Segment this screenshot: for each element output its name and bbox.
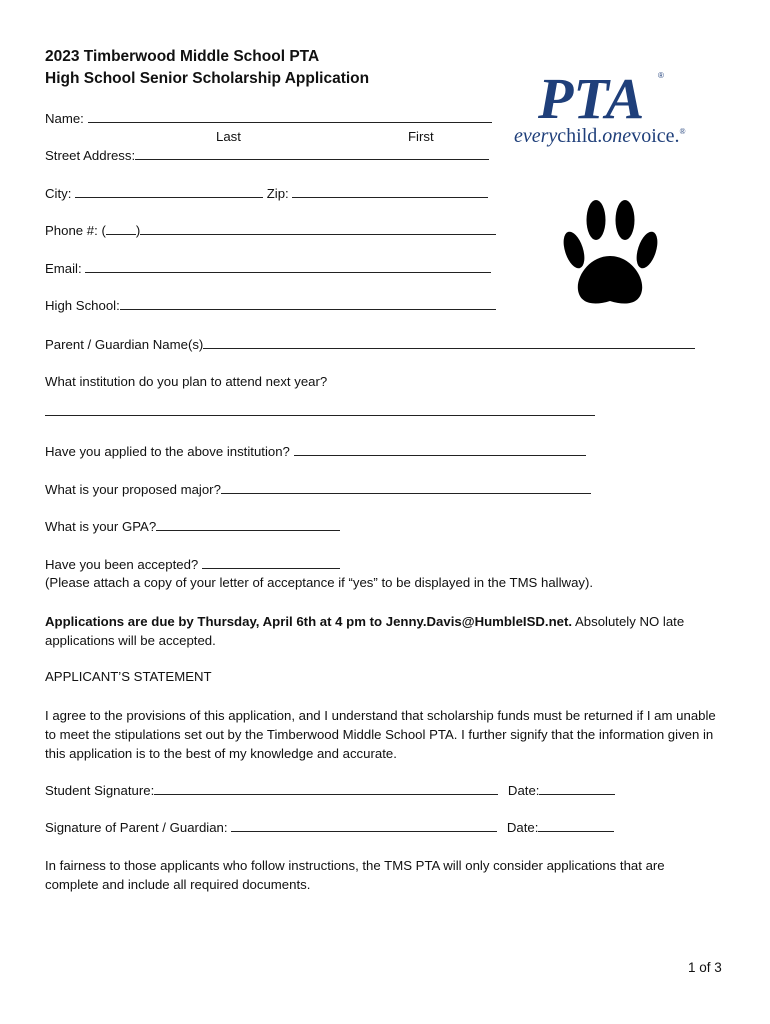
institution-field[interactable]	[45, 404, 595, 416]
name-row	[45, 111, 492, 127]
email-label: Email:	[45, 261, 82, 276]
phone-paren: )	[135, 223, 141, 238]
applied-row	[45, 444, 586, 460]
student-signature-row	[45, 783, 615, 799]
parent-signature-row	[45, 820, 614, 836]
institution-row	[45, 404, 595, 420]
name-last-caption: Last	[216, 129, 241, 144]
street-label: Street Address:	[45, 148, 136, 163]
parent-name-field[interactable]	[203, 337, 695, 349]
deadline-rest-text: Absolutely NO late applications will be accepted.	[45, 614, 685, 648]
deadline-notice	[45, 612, 735, 650]
student-signature-label: Student Signature:	[45, 783, 155, 798]
street-address-field[interactable]	[135, 148, 489, 160]
institution-question: What institution do you plan to attend next year?	[45, 374, 328, 389]
deadline-bold-text: Applications are due by Thursday, April 6th at 4 pm to Jenny.Davis@HumbleISD.net.	[45, 614, 573, 629]
high-school-field[interactable]	[120, 298, 496, 310]
parent-date-field[interactable]	[538, 820, 614, 832]
phone-number-field[interactable]	[140, 223, 496, 235]
statement-body: I agree to the provisions of this application, and I understand that scholarship funds must be returned if I am unable to meet the stipulations set out by the Timberwood Middle School PTA. I further signify that the information given in this application is to the best of my knowledge and accurate.	[45, 708, 716, 761]
gpa-field[interactable]	[156, 519, 340, 531]
parent-row	[45, 337, 695, 353]
statement-heading: APPLICANT’S STATEMENT	[45, 669, 212, 684]
parent-signature-field[interactable]	[231, 820, 497, 832]
name-first-caption: First	[408, 129, 434, 144]
form-title-line1: 2023 Timberwood Middle School PTA	[45, 48, 320, 65]
high-school-row	[45, 298, 496, 314]
student-signature-field[interactable]	[154, 783, 498, 795]
form-title-line2: High School Senior Scholarship Application	[45, 70, 370, 87]
fairness-note: In fairness to those applicants who follow instructions, the TMS PTA will only consider applications that are complete and include all required documents.	[45, 858, 665, 892]
accepted-note: (Please attach a copy of your letter of acceptance if “yes” to be displayed in the TMS hallway).	[45, 575, 594, 590]
name-field[interactable]	[88, 111, 492, 123]
parent-signature-label: Signature of Parent / Guardian:	[45, 820, 228, 835]
pta-wordmark: PTA	[538, 66, 645, 131]
paw-print-icon	[562, 198, 658, 310]
email-field[interactable]	[85, 261, 491, 273]
city-field[interactable]	[75, 186, 263, 198]
student-date-label: Date:	[507, 783, 540, 798]
accepted-question: Have you been accepted?	[45, 557, 199, 572]
applied-field[interactable]	[294, 444, 586, 456]
phone-label: Phone #: (	[45, 223, 106, 238]
major-field[interactable]	[221, 482, 591, 494]
zip-label: Zip:	[266, 186, 289, 201]
zip-field[interactable]	[292, 186, 488, 198]
major-row	[45, 482, 591, 498]
phone-row	[45, 223, 496, 239]
pta-registered-mark: ®	[658, 71, 664, 80]
applied-question: Have you applied to the above institution?	[45, 444, 290, 459]
name-label: Name:	[45, 111, 84, 126]
page-number: 1 of 3	[688, 960, 722, 975]
accepted-field[interactable]	[202, 557, 340, 569]
street-row	[45, 148, 489, 164]
city-zip-row	[45, 186, 488, 202]
parent-date-label: Date:	[506, 820, 539, 835]
high-school-label: High School:	[45, 298, 120, 313]
email-row	[45, 261, 491, 277]
parent-label: Parent / Guardian Name(s)	[45, 337, 204, 352]
phone-area-code-field[interactable]	[106, 223, 136, 235]
pta-logo	[510, 66, 710, 150]
pta-tagline: everychild.onevoice.®	[514, 125, 686, 147]
student-date-field[interactable]	[539, 783, 615, 795]
gpa-question: What is your GPA?	[45, 519, 157, 534]
accepted-row	[45, 557, 340, 573]
gpa-row	[45, 519, 340, 535]
city-label: City:	[45, 186, 72, 201]
major-question: What is your proposed major?	[45, 482, 221, 497]
